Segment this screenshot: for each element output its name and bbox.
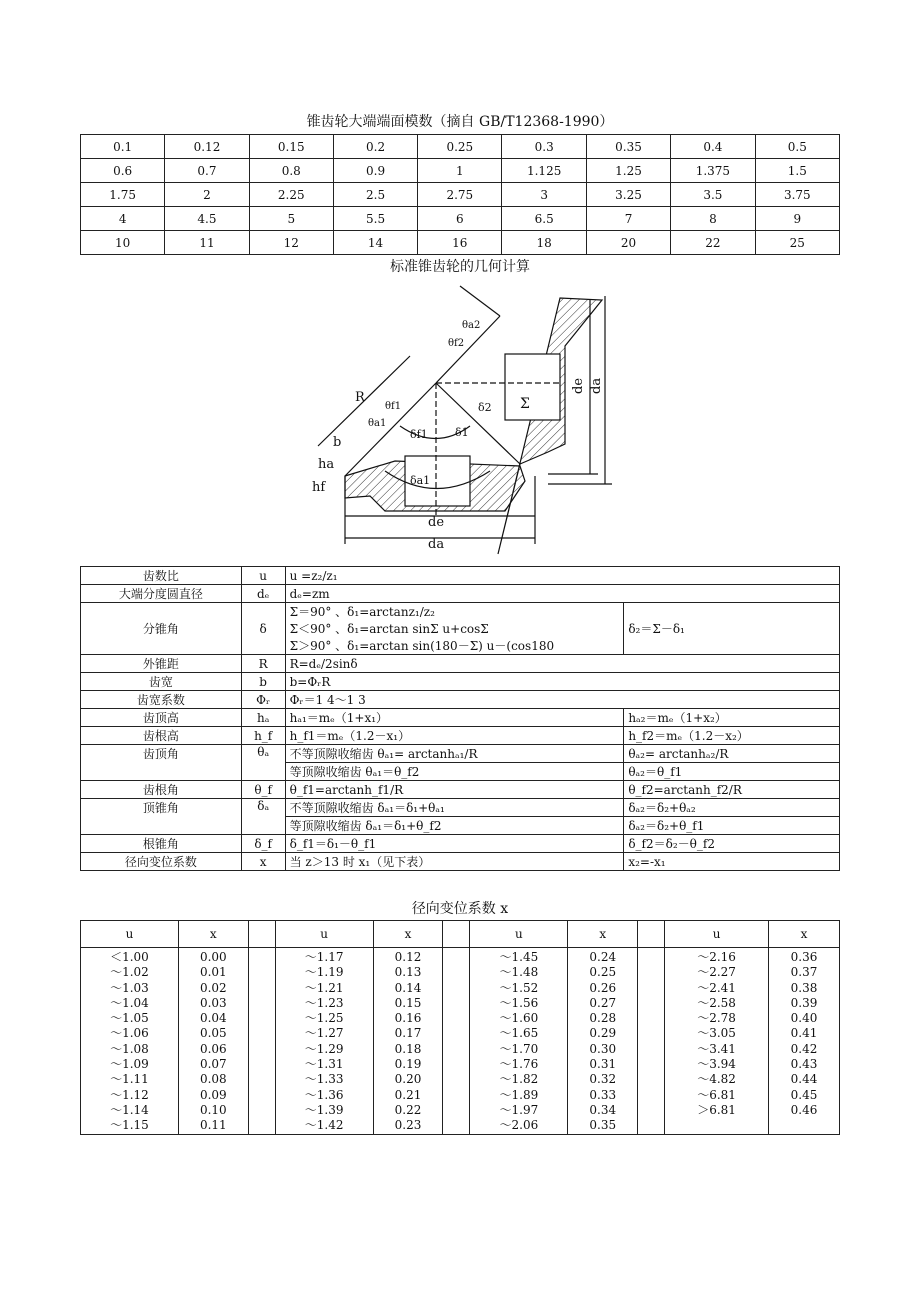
x-value: 0.43 [790, 1057, 818, 1072]
param-symbol: δₐ [241, 799, 285, 835]
param-formula-2: x₂=-x₁ [624, 853, 840, 871]
param-formula: Φᵣ＝1 4～1 3 [285, 691, 839, 709]
label-theta-a2: θa2 [462, 320, 481, 331]
u-value: ～2.27 [697, 965, 736, 980]
u-value: ～1.27 [304, 1026, 344, 1041]
module-cell: 22 [671, 231, 755, 255]
module-row [81, 135, 840, 159]
u-value: ～1.14 [110, 1102, 149, 1117]
module-cell: 1.125 [502, 159, 586, 183]
module-table [80, 134, 840, 255]
x-value: 0.23 [394, 1118, 422, 1133]
u-value: ～1.11 [110, 1072, 149, 1087]
module-cell: 10 [81, 231, 165, 255]
param-name: 齿宽系数 [81, 691, 242, 709]
u-value: ～2.06 [499, 1118, 539, 1133]
spacer-cell [443, 948, 470, 1135]
geometry-row [81, 655, 840, 673]
param-symbol: Φᵣ [241, 691, 285, 709]
param-name: 齿根高 [81, 727, 242, 745]
label-de-right: de [571, 377, 586, 394]
param-name: 大端分度圆直径 [81, 585, 242, 603]
param-symbol: u [241, 567, 285, 585]
module-cell: 14 [333, 231, 417, 255]
label-da-right: da [589, 377, 604, 394]
spacer-header [443, 921, 470, 948]
u-value: ～1.08 [110, 1041, 149, 1056]
module-row [81, 231, 840, 255]
label-sigma: Σ [520, 396, 530, 412]
param-name: 齿顶角 [81, 745, 242, 781]
formula-line: Σ＞90° 、δ₁=arctan sin(180－Σ) u－(cos180 [289, 639, 555, 653]
label-b: b [333, 435, 342, 450]
param-name: 齿根角 [81, 781, 242, 799]
u-value: ～1.03 [110, 980, 149, 995]
u-value: ～1.82 [499, 1072, 539, 1087]
label-delta-1: δ1 [455, 426, 469, 439]
x-value: 0.02 [199, 980, 227, 995]
param-formula-2-unequal: θₐ₂= arctanhₐ₂/R [624, 745, 840, 763]
label-delta-2: δ2 [478, 401, 492, 414]
geometry-row [81, 673, 840, 691]
u-value: ～1.04 [110, 995, 149, 1010]
param-symbol: b [241, 673, 285, 691]
module-cell: 3.75 [755, 183, 839, 207]
spacer-cell [248, 948, 275, 1135]
x-value: 0.06 [199, 1041, 227, 1056]
x-value: 0.31 [589, 1057, 617, 1072]
geometry-row [81, 799, 840, 817]
u-value: ～1.21 [304, 980, 344, 995]
param-formula: hₐ₁＝mₑ（1+x₁） [285, 709, 624, 727]
param-symbol: δ_f [241, 835, 285, 853]
x-value: 0.38 [790, 980, 818, 995]
x-value: 0.15 [394, 995, 422, 1010]
module-cell: 0.6 [81, 159, 165, 183]
module-cell: 0.15 [249, 135, 333, 159]
x-value: 0.07 [199, 1057, 227, 1072]
x-value: 0.33 [589, 1087, 617, 1102]
param-formula-2: hₐ₂＝mₑ（1+x₂） [624, 709, 840, 727]
x-value: 0.45 [790, 1087, 818, 1102]
u-value: ～1.33 [304, 1072, 344, 1087]
module-cell: 18 [502, 231, 586, 255]
module-cell: 11 [165, 231, 249, 255]
u-value: ～6.81 [697, 1087, 736, 1102]
u-value: ～1.70 [499, 1041, 539, 1056]
x-value: 0.36 [790, 950, 818, 964]
label-de-bottom: de [428, 515, 445, 530]
param-symbol: hₐ [241, 709, 285, 727]
param-formula: h_f1＝mₑ（1.2－x₁） [285, 727, 624, 745]
formula-line: Σ＜90° 、δ₁=arctan sinΣ u+cosΣ [289, 622, 489, 636]
x-table-title: 径向变位系数 x [411, 901, 509, 917]
x-column [373, 948, 443, 1135]
geometry-row [81, 745, 840, 763]
label-hf: hf [312, 480, 326, 495]
u-value: ～1.97 [499, 1102, 539, 1117]
param-formula: θ_f1=arctanh_f1/R [285, 781, 624, 799]
module-row [81, 207, 840, 231]
x-value: 0.24 [589, 950, 617, 964]
param-formula-2: δ₂＝Σ－δ₁ [624, 603, 840, 655]
module-cell: 1.375 [671, 159, 755, 183]
module-cell: 9 [755, 207, 839, 231]
geometry-table [80, 566, 840, 871]
u-value: ～1.60 [499, 1011, 539, 1026]
param-name: 根锥角 [81, 835, 242, 853]
x-value: 0.04 [199, 1011, 227, 1026]
u-value: ～1.15 [110, 1118, 149, 1133]
x-column [769, 948, 840, 1135]
header-x: x [373, 921, 443, 948]
x-value: 0.09 [199, 1087, 227, 1102]
x-value: 0.32 [589, 1072, 617, 1087]
param-formula: u =z₂/z₁ [285, 567, 839, 585]
param-symbol: θₐ [241, 745, 285, 781]
module-cell: 0.4 [671, 135, 755, 159]
module-cell: 2.5 [333, 183, 417, 207]
module-cell: 4 [81, 207, 165, 231]
x-value: 0.08 [199, 1072, 227, 1087]
module-cell: 0.12 [165, 135, 249, 159]
module-row [81, 183, 840, 207]
header-u: u [275, 921, 373, 948]
geometry-row [81, 727, 840, 745]
geometry-row [81, 853, 840, 871]
x-value: 0.11 [199, 1118, 227, 1133]
label-delta-a1: δa1 [410, 474, 431, 487]
bevel-gear-diagram [0, 276, 920, 566]
u-value: ～4.82 [697, 1072, 736, 1087]
param-name: 齿宽 [81, 673, 242, 691]
module-cell: 0.9 [333, 159, 417, 183]
module-cell: 1.5 [755, 159, 839, 183]
param-symbol: R [241, 655, 285, 673]
x-value: 0.37 [790, 965, 818, 980]
u-column [665, 948, 769, 1135]
x-value: 0.30 [589, 1041, 617, 1056]
module-cell: 0.35 [586, 135, 670, 159]
header-x: x [769, 921, 840, 948]
x-value: 0.29 [589, 1026, 617, 1041]
param-formula: 当 z＞13 时 x₁（见下表） [285, 853, 624, 871]
spacer-header [248, 921, 275, 948]
param-name: 齿数比 [81, 567, 242, 585]
module-cell: 16 [418, 231, 502, 255]
u-value: ～3.94 [697, 1057, 736, 1072]
module-table-title: 锥齿轮大端端面模数（摘自 GB/T12368-1990） [306, 114, 614, 130]
u-value: ～1.23 [304, 995, 344, 1010]
x-value: 0.10 [199, 1102, 227, 1117]
x-table [80, 920, 840, 1135]
param-formula: δ_f1＝δ₁－θ_f1 [285, 835, 624, 853]
u-value: ～1.12 [110, 1087, 149, 1102]
param-formula-2: h_f2＝mₑ（1.2－x₂） [624, 727, 840, 745]
param-symbol: dₑ [241, 585, 285, 603]
x-value: 0.35 [589, 1118, 617, 1133]
param-symbol: h_f [241, 727, 285, 745]
module-cell: 1.25 [586, 159, 670, 183]
module-cell: 3.5 [671, 183, 755, 207]
param-name: 齿顶高 [81, 709, 242, 727]
param-name: 外锥距 [81, 655, 242, 673]
param-name: 顶锥角 [81, 799, 242, 835]
module-cell: 12 [249, 231, 333, 255]
header-u: u [470, 921, 568, 948]
param-formula-2-equal: δₐ₂＝δ₂+θ_f1 [624, 817, 840, 835]
module-row [81, 159, 840, 183]
u-value: ＜1.00 [110, 950, 149, 964]
module-cell: 4.5 [165, 207, 249, 231]
geometry-row [81, 691, 840, 709]
x-value: 0.16 [394, 1011, 422, 1026]
u-value: ～1.36 [304, 1087, 344, 1102]
param-symbol: δ [241, 603, 285, 655]
geometry-row [81, 709, 840, 727]
x-value: 0.12 [394, 950, 422, 964]
u-value: ～3.41 [697, 1041, 736, 1056]
module-cell: 0.25 [418, 135, 502, 159]
formula-line: Σ＝90° 、δ₁=arctanz₁/z₂ [289, 605, 435, 619]
header-u: u [81, 921, 179, 948]
u-value: ～2.58 [697, 995, 736, 1010]
x-value: 0.00 [199, 950, 227, 964]
label-theta-a1: θa1 [368, 418, 387, 429]
geometry-row [81, 835, 840, 853]
geometry-title: 标准锥齿轮的几何计算 [390, 259, 530, 275]
x-value: 0.01 [199, 965, 227, 980]
u-value: ～1.25 [304, 1011, 344, 1026]
u-value: ～1.09 [110, 1057, 149, 1072]
module-cell: 6.5 [502, 207, 586, 231]
x-column [178, 948, 248, 1135]
u-column [470, 948, 568, 1135]
geometry-row [81, 603, 840, 655]
u-value: ～1.39 [304, 1102, 344, 1117]
param-symbol: x [241, 853, 285, 871]
param-formula-2-unequal: δₐ₂＝δ₂+θₐ₂ [624, 799, 840, 817]
module-cell: 2.25 [249, 183, 333, 207]
x-value: 0.03 [199, 995, 227, 1010]
x-value: 0.14 [394, 980, 422, 995]
param-formula: R=dₑ/2sinδ [285, 655, 839, 673]
u-value: ～2.78 [697, 1011, 736, 1026]
x-value: 0.41 [790, 1026, 818, 1041]
x-value: 0.46 [790, 1102, 818, 1117]
spacer-cell [638, 948, 665, 1135]
label-theta-f1: θf1 [385, 401, 402, 412]
x-value: 0.22 [394, 1102, 422, 1117]
u-value: ～1.48 [499, 965, 539, 980]
label-da-bottom: da [428, 537, 445, 552]
module-cell: 2 [165, 183, 249, 207]
param-formula-2: δ_f2＝δ₂－θ_f2 [624, 835, 840, 853]
module-cell: 0.1 [81, 135, 165, 159]
x-value: 0.05 [199, 1026, 227, 1041]
x-value: 0.13 [394, 965, 422, 980]
u-value: ～1.29 [304, 1041, 344, 1056]
x-value: 0.19 [394, 1057, 422, 1072]
u-value: ～1.65 [499, 1026, 539, 1041]
u-value: ～1.31 [304, 1057, 344, 1072]
x-value: 0.27 [589, 995, 617, 1010]
u-value: ～1.17 [304, 950, 344, 964]
u-value: ～1.05 [110, 1011, 149, 1026]
u-value: ～3.05 [697, 1026, 736, 1041]
param-formula-equal: 等顶隙收缩齿 θₐ₁＝θ_f2 [285, 763, 624, 781]
u-value: ～1.89 [499, 1087, 539, 1102]
x-value: 0.40 [790, 1011, 818, 1026]
x-value: 0.21 [394, 1087, 422, 1102]
header-x: x [568, 921, 638, 948]
x-column [568, 948, 638, 1135]
module-cell: 0.5 [755, 135, 839, 159]
param-formula-equal: 等顶隙收缩齿 δₐ₁＝δ₁+θ_f2 [285, 817, 624, 835]
header-u: u [665, 921, 769, 948]
u-value: ～1.76 [499, 1057, 539, 1072]
module-cell: 20 [586, 231, 670, 255]
param-symbol: θ_f [241, 781, 285, 799]
module-cell: 3.25 [586, 183, 670, 207]
x-value: 0.17 [394, 1026, 422, 1041]
x-value: 0.42 [790, 1041, 818, 1056]
module-cell: 7 [586, 207, 670, 231]
module-cell: 5.5 [333, 207, 417, 231]
x-value: 0.18 [394, 1041, 422, 1056]
u-column [275, 948, 373, 1135]
param-formula-2-equal: θₐ₂＝θ_f1 [624, 763, 840, 781]
param-name: 径向变位系数 [81, 853, 242, 871]
geometry-row [81, 567, 840, 585]
x-value: 0.25 [589, 965, 617, 980]
geometry-row [81, 585, 840, 603]
x-value: 0.44 [790, 1072, 818, 1087]
label-ha: ha [318, 457, 335, 472]
u-value: ＞6.81 [697, 1102, 736, 1117]
u-value: ～1.06 [110, 1026, 149, 1041]
module-cell: 8 [671, 207, 755, 231]
module-cell: 0.7 [165, 159, 249, 183]
param-formula: b=ΦᵣR [285, 673, 839, 691]
param-formula [285, 603, 624, 655]
x-value: 0.39 [790, 995, 818, 1010]
module-cell: 1 [418, 159, 502, 183]
geometry-row [81, 781, 840, 799]
param-formula-2: θ_f2=arctanh_f2/R [624, 781, 840, 799]
spacer-header [638, 921, 665, 948]
module-cell: 25 [755, 231, 839, 255]
param-name: 分锥角 [81, 603, 242, 655]
u-column [81, 948, 179, 1135]
module-cell: 0.3 [502, 135, 586, 159]
u-value: ～1.42 [304, 1118, 344, 1133]
u-value: ～1.56 [499, 995, 539, 1010]
x-value: 0.28 [589, 1011, 617, 1026]
module-cell: 6 [418, 207, 502, 231]
x-value: 0.20 [394, 1072, 422, 1087]
label-R: R [355, 390, 365, 405]
module-cell: 5 [249, 207, 333, 231]
u-value: ～2.41 [697, 980, 736, 995]
x-value: 0.34 [589, 1102, 617, 1117]
x-value: 0.26 [589, 980, 617, 995]
param-formula: dₑ=zm [285, 585, 839, 603]
param-formula-unequal: 不等顶隙收缩齿 θₐ₁= arctanhₐ₁/R [285, 745, 624, 763]
u-value: ～1.52 [499, 980, 539, 995]
u-value: ～1.19 [304, 965, 344, 980]
u-value: ～2.16 [697, 950, 736, 964]
module-cell: 3 [502, 183, 586, 207]
label-theta-f2: θf2 [448, 338, 465, 349]
module-cell: 0.8 [249, 159, 333, 183]
label-delta-f1: δf1 [410, 428, 428, 441]
module-cell: 2.75 [418, 183, 502, 207]
u-value: ～1.45 [499, 950, 539, 964]
module-cell: 0.2 [333, 135, 417, 159]
module-cell: 1.75 [81, 183, 165, 207]
header-x: x [178, 921, 248, 948]
u-value: ～1.02 [110, 965, 149, 980]
param-formula-unequal: 不等顶隙收缩齿 δₐ₁＝δ₁+θₐ₁ [285, 799, 624, 817]
